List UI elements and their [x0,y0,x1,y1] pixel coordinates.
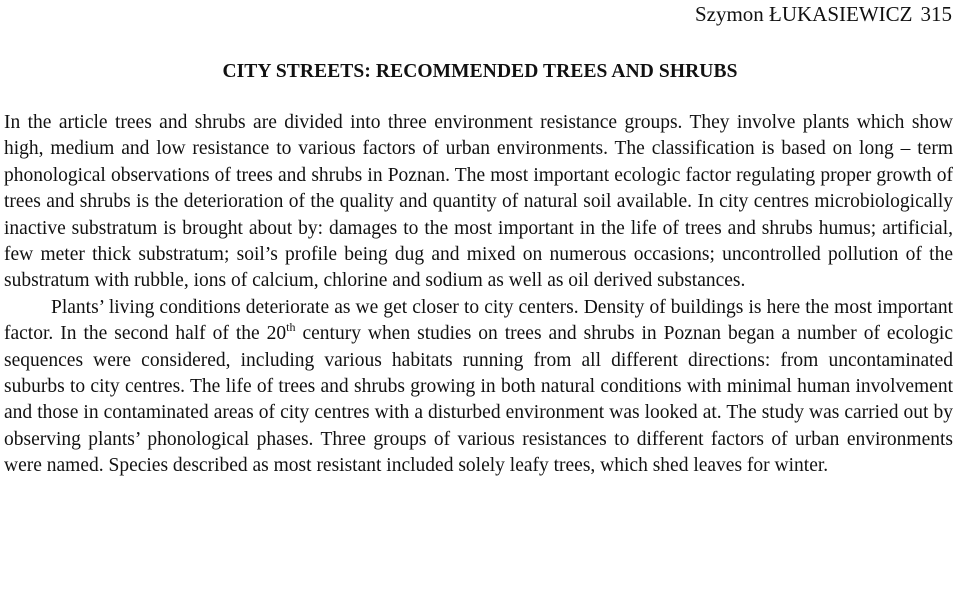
header-author: Szymon ŁUKASIEWICZ [694,2,913,26]
article-body [4,110,953,480]
running-header [695,1,952,27]
page-number: 315 [920,2,952,26]
paragraph-2-end: century when studies on trees and shrubs in Poznan began a number of ecologic sequences were considered, including various habitats running from all different directions: from uncontaminated suburbs to city centres. The life of trees and shrubs growing in both natural conditions with minimal human involvement and those in contaminated areas of city centres with a disturbed environment was looked at. The study was carried out by observing plants’ phonological phases. Three groups of various resistances to different factors of urban environments were named. Species described as most resistant included solely leafy trees, which shed leaves for winter. [4,323,953,477]
paragraph-1: In the article trees and shrubs are divided into three environment resistance groups. They involve plants which show high, medium and low resistance to various factors of urban environments. The classification is based on long – term phonological observations of trees and shrubs in Poznan. The most important ecologic factor regulating proper growth of trees and shrubs is the deterioration of the quality and quantity of natural soil available. In city centres microbiologically inactive substratum is brought about by: damages to the most important in the life of trees and shrubs humus; artificial, few meter thick substratum; soil’s profile being dug and mixed on numerous occasions; uncontrolled pollution of the substratum with rubble, ions of calcium, chlorine and sodium as well as oil derived substances. [4,112,953,292]
superscript-th: th [286,320,296,335]
paragraph-2-start: Plants’ living conditions deteriorate as we get closer to city centers. Density of buildings is here the most important factor. In the second half of the 20 [4,296,953,345]
paragraph-2 [4,295,953,480]
article-title: CITY STREETS: RECOMMENDED TREES AND SHRUBS [222,61,738,82]
